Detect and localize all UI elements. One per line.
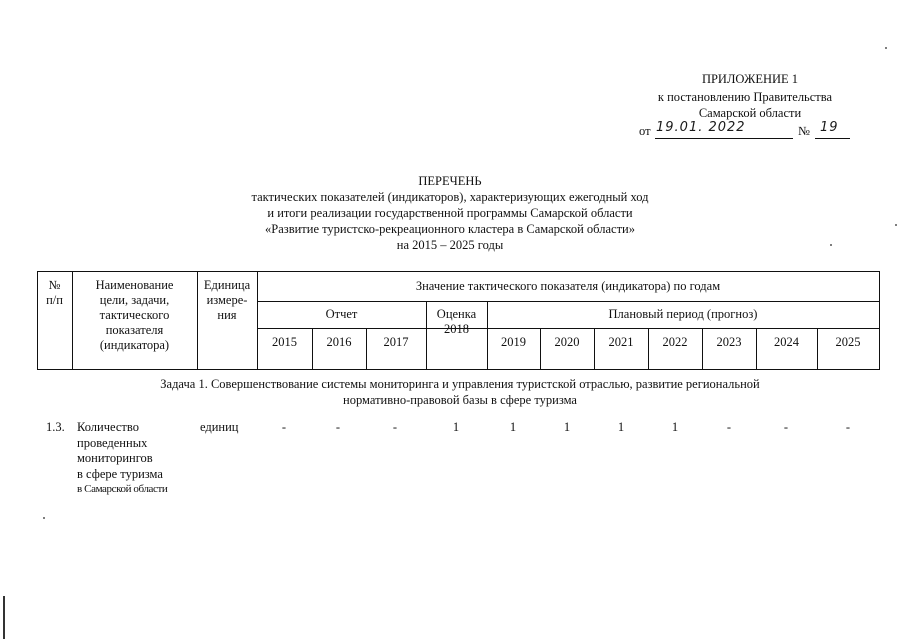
row-value-2023: - <box>726 420 732 434</box>
appendix-date-prefix: от <box>639 124 651 138</box>
report-header: Отчет <box>325 307 358 321</box>
appendix-number-prefix: № <box>798 124 810 138</box>
date-underline <box>655 138 793 139</box>
row-value-2024: - <box>783 420 789 434</box>
scan-speck <box>895 224 897 226</box>
col-name-header: Наименование цели, задачи, тактического показателя (индикатора) <box>95 278 174 352</box>
heading-title: ПЕРЕЧЕНЬ <box>418 174 482 188</box>
estimate-header: Оценка 2018 <box>436 307 477 336</box>
row-name: Количество проведенных мониторингов в сфере туризма в Самарской области <box>77 420 168 495</box>
row-value-2020: 1 <box>563 420 571 434</box>
heading-line4: на 2015 – 2025 годы <box>396 238 504 252</box>
row-value-2025: - <box>845 420 851 434</box>
appendix-line2: Самарской области <box>698 106 802 120</box>
row-value-2021: 1 <box>617 420 625 434</box>
row-value-2016: - <box>335 420 341 434</box>
plan-header: Плановый период (прогноз) <box>608 307 758 321</box>
values-header: Значение тактического показателя (индикатора) по годам <box>415 279 721 293</box>
task-line1: Задача 1. Совершенствование системы мониторинга и управления туристской отраслью, развитие региональной <box>160 377 760 391</box>
year-2019: 2019 <box>501 335 526 349</box>
appendix-number-handwritten: 19 <box>820 120 839 135</box>
year-2024: 2024 <box>774 335 799 349</box>
year-2017: 2017 <box>383 335 409 349</box>
row-value-2018: 1 <box>452 420 460 434</box>
year-2020: 2020 <box>554 335 580 349</box>
row-number: 1.3. <box>46 420 65 434</box>
row-value-2017: - <box>392 420 398 434</box>
heading-line2: и итоги реализации государственной программы Самарской области <box>267 206 633 220</box>
col-num-header: № п/п <box>46 278 63 307</box>
heading-line1: тактических показателей (индикаторов), характеризующих ежегодный ход <box>251 190 649 204</box>
appendix-title: ПРИЛОЖЕНИЕ 1 <box>701 72 799 86</box>
year-2015: 2015 <box>272 335 297 349</box>
year-2016: 2016 <box>326 335 352 349</box>
row-value-2019: 1 <box>509 420 517 434</box>
scan-speck <box>830 244 832 246</box>
year-2023: 2023 <box>716 335 742 349</box>
col-unit-header: Единица измере- ния <box>203 278 251 322</box>
heading-line3: «Развитие туристско-рекреационного кластера в Самарской области» <box>265 222 635 236</box>
row-value-2022: 1 <box>671 420 679 434</box>
appendix-line1: к постановлению Правительства <box>657 90 833 104</box>
scan-speck <box>885 47 887 49</box>
number-underline <box>815 138 850 139</box>
task-line2: нормативно-правовой базы в сфере туризма <box>343 393 577 407</box>
row-unit: единиц <box>200 420 239 434</box>
scan-speck <box>43 517 45 519</box>
year-2021: 2021 <box>608 335 634 349</box>
year-2025: 2025 <box>835 335 861 349</box>
scan-edge-mark <box>3 596 5 639</box>
row-value-2015: - <box>281 420 287 434</box>
appendix-date-handwritten: 19.01. 2022 <box>656 120 746 135</box>
year-2022: 2022 <box>662 335 688 349</box>
